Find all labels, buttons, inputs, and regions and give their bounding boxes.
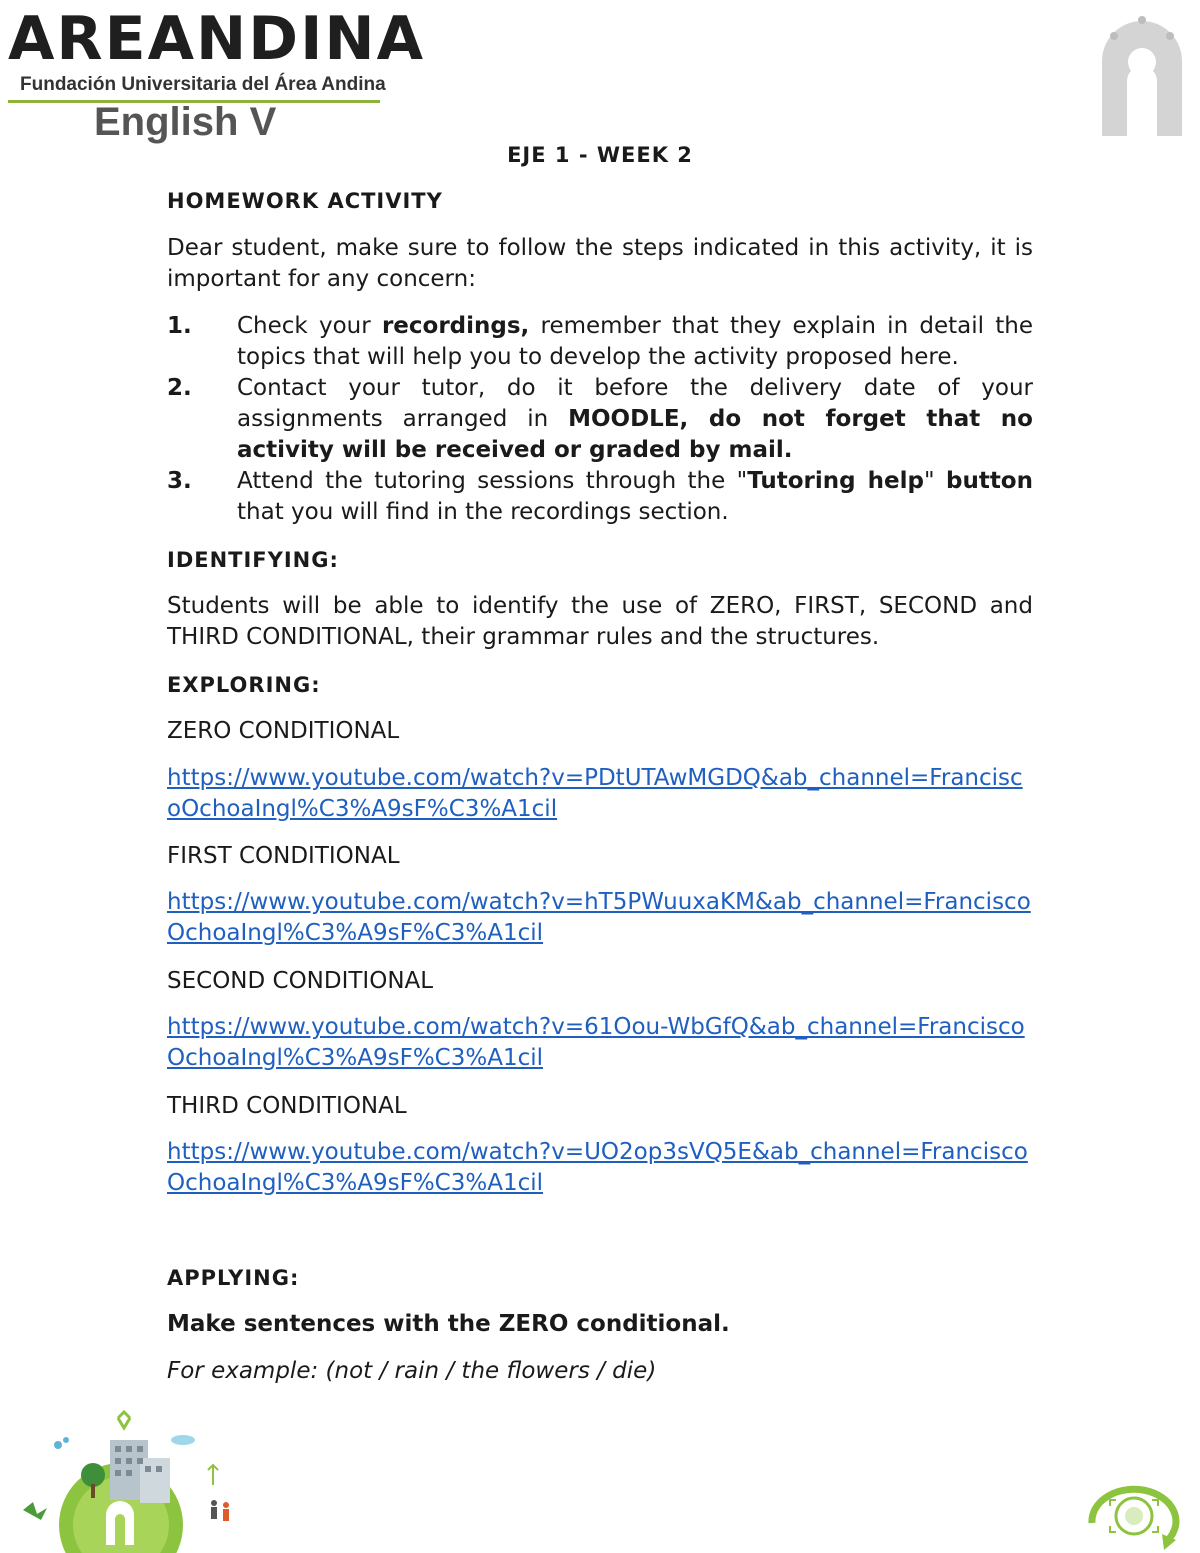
week-title: EJE 1 - WEEK 2 [507,143,693,167]
applying-heading: APPLYING: [167,1266,300,1290]
zero-conditional-link-wrap [167,763,1033,825]
zero-conditional-link[interactable]: https://www.youtube.com/watch?v=PDtUTAwMGDQ&ab_channel=FranciscoOchoaIngl%C3%A9sF%C3%A1cil [167,765,1023,822]
first-conditional-label: FIRST CONDITIONAL [167,843,400,869]
step-number: 3. [167,468,192,494]
identifying-heading: IDENTIFYING: [167,548,339,572]
logo-subtitle: Fundación Universitaria del Área Andina [20,74,386,95]
third-conditional-link[interactable]: https://www.youtube.com/watch?v=UO2op3sVQ5E&ab_channel=FranciscoOchoaIngl%C3%A9sF%C3%A1cil [167,1139,1028,1196]
third-conditional-label: THIRD CONDITIONAL [167,1093,407,1119]
areandina-a-watermark-icon [1092,6,1192,146]
step-number: 1. [167,313,192,339]
first-conditional-link-wrap [167,887,1033,949]
zero-conditional-label: ZERO CONDITIONAL [167,718,400,744]
recycle-seal-icon [1078,1478,1190,1553]
homework-heading: HOMEWORK ACTIVITY [167,189,443,213]
city-globe-illustration-icon [18,1410,248,1553]
applying-instruction: Make sentences with the ZERO conditional. [167,1311,730,1337]
logo-wordmark: AREANDINA [8,4,426,74]
step-number: 2. [167,375,192,401]
areandina-logo [8,4,426,103]
intro-paragraph: Dear student, make sure to follow the steps indicated in this activity, it is important for any concern: [167,235,1033,292]
course-title: English V [94,100,277,144]
exploring-heading: EXPLORING: [167,673,321,697]
third-conditional-link-wrap [167,1137,1033,1199]
step-text: Check your recordings, remember that they explain in detail the topics that will help you to develop the activity proposed here. [237,313,1033,370]
second-conditional-label: SECOND CONDITIONAL [167,968,434,994]
example-text: For example: (not / rain / the flowers / die) [167,1358,657,1384]
first-conditional-link[interactable]: https://www.youtube.com/watch?v=hT5PWuuxaKM&ab_channel=FranciscoOchoaIngl%C3%A9sF%C3%A1cil [167,889,1031,946]
second-conditional-link-wrap [167,1012,1033,1074]
second-conditional-link[interactable]: https://www.youtube.com/watch?v=61Oou-WbGfQ&ab_channel=FranciscoOchoaIngl%C3%A9sF%C3%A1cil [167,1014,1025,1071]
step-text: Contact your tutor, do it before the delivery date of your assignments arranged in MOODLE, do not forget that no activity will be received or graded by mail. [237,375,1033,463]
identifying-text: Students will be able to identify the use of ZERO, FIRST, SECOND and THIRD CONDITIONAL, their grammar rules and the structures. [167,593,1033,650]
step-text: Attend the tutoring sessions through the "Tutoring help" button that you will find in the recordings section. [237,468,1033,525]
